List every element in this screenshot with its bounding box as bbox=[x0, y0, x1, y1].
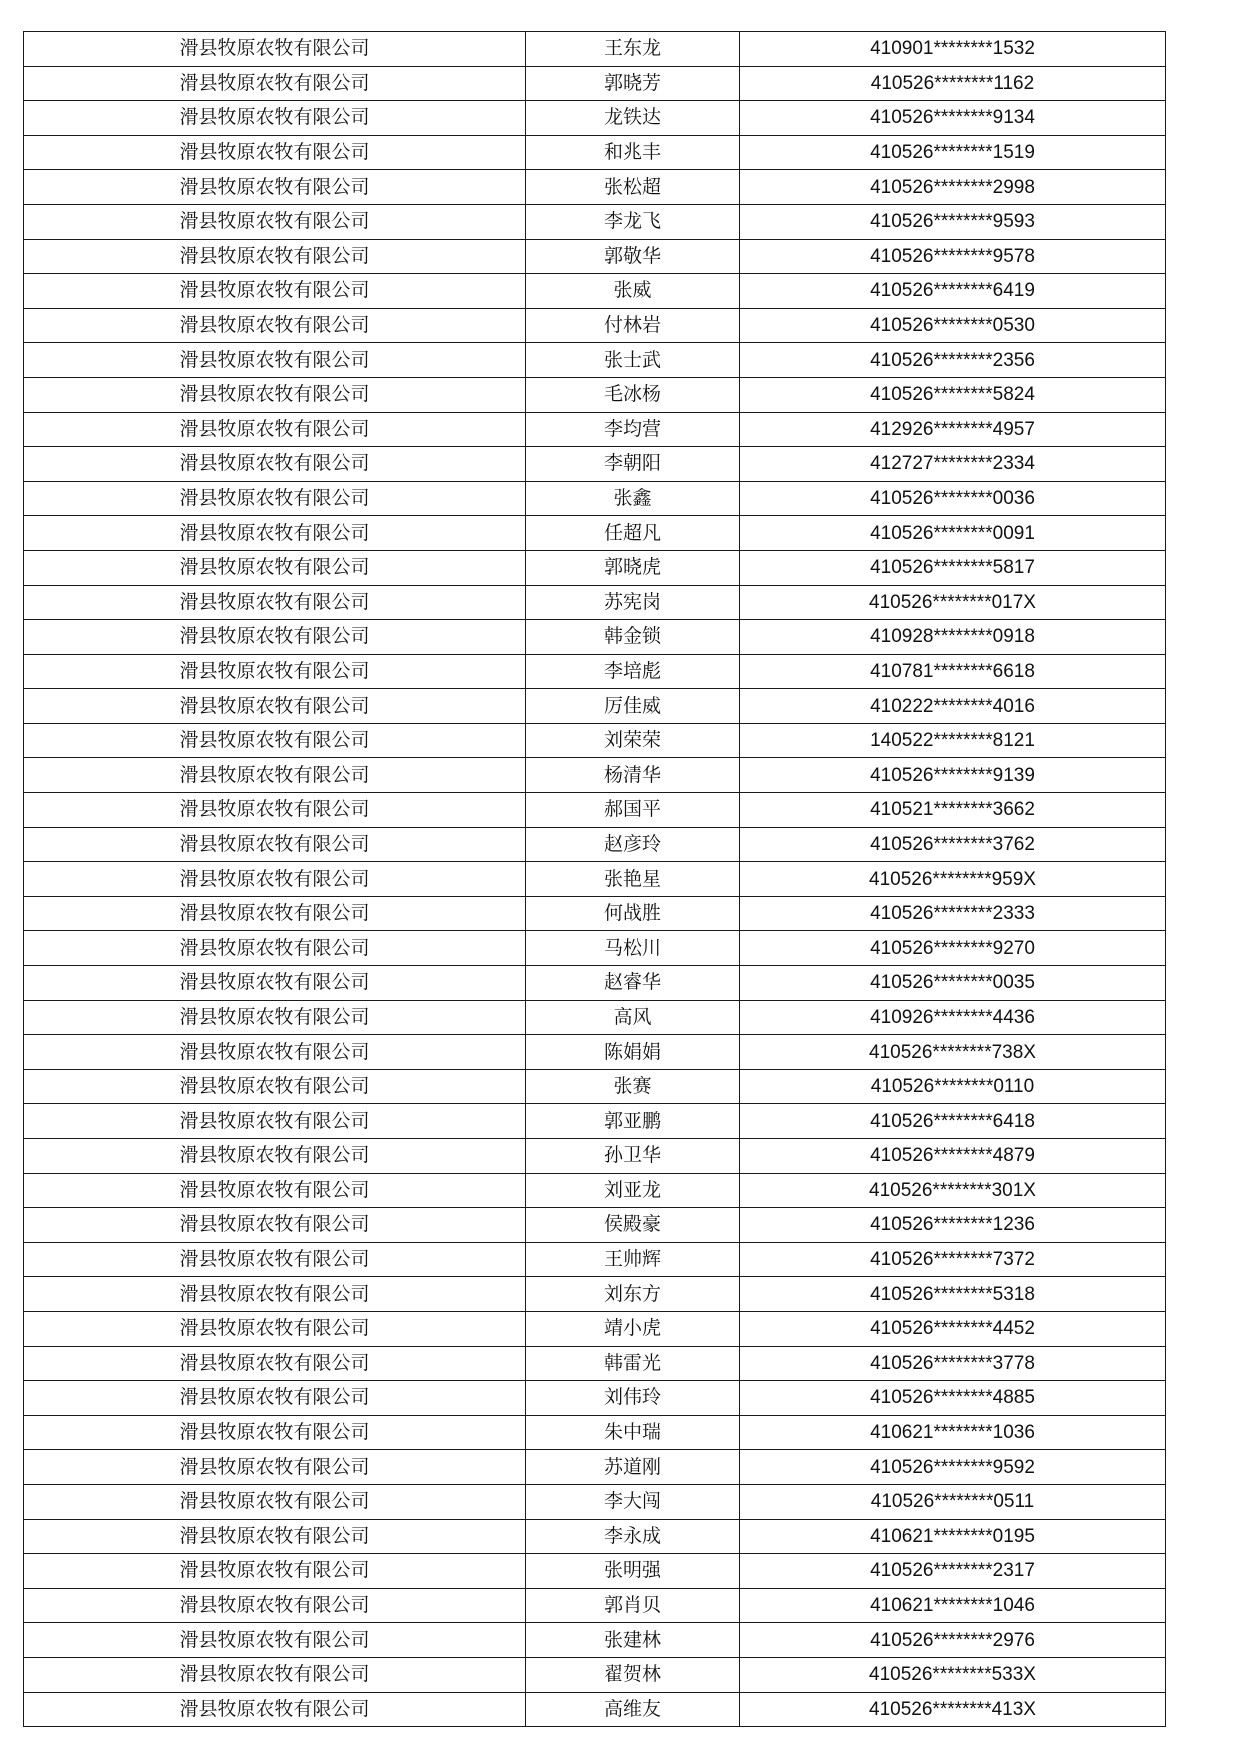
person-name-cell: 张明强 bbox=[526, 1554, 740, 1589]
table-row bbox=[24, 170, 1166, 205]
id-number-cell: 410526********1162 bbox=[740, 66, 1166, 101]
company-cell: 滑县牧原农牧有限公司 bbox=[24, 1208, 526, 1243]
id-number-cell: 410526********9270 bbox=[740, 931, 1166, 966]
id-number-cell: 410526********1519 bbox=[740, 135, 1166, 170]
table-row bbox=[24, 101, 1166, 136]
company-cell: 滑县牧原农牧有限公司 bbox=[24, 723, 526, 758]
person-name-cell: 王帅辉 bbox=[526, 1242, 740, 1277]
id-number-cell: 410526********5824 bbox=[740, 377, 1166, 412]
person-name-cell: 郭晓虎 bbox=[526, 550, 740, 585]
table-row bbox=[24, 1139, 1166, 1174]
table-row bbox=[24, 1208, 1166, 1243]
person-name-cell: 张建林 bbox=[526, 1623, 740, 1658]
company-cell: 滑县牧原农牧有限公司 bbox=[24, 862, 526, 897]
id-number-cell: 410521********3662 bbox=[740, 793, 1166, 828]
id-number-cell: 410526********9593 bbox=[740, 204, 1166, 239]
company-cell: 滑县牧原农牧有限公司 bbox=[24, 1242, 526, 1277]
company-cell: 滑县牧原农牧有限公司 bbox=[24, 1277, 526, 1312]
person-name-cell: 张士武 bbox=[526, 343, 740, 378]
table-row bbox=[24, 1415, 1166, 1450]
table-row bbox=[24, 412, 1166, 447]
id-number-cell: 410526********2998 bbox=[740, 170, 1166, 205]
table-row bbox=[24, 447, 1166, 482]
id-number-cell: 410526********0530 bbox=[740, 308, 1166, 343]
id-number-cell: 410526********0110 bbox=[740, 1069, 1166, 1104]
company-cell: 滑县牧原农牧有限公司 bbox=[24, 66, 526, 101]
id-number-cell: 410526********5817 bbox=[740, 550, 1166, 585]
company-cell: 滑县牧原农牧有限公司 bbox=[24, 827, 526, 862]
person-name-cell: 朱中瑞 bbox=[526, 1415, 740, 1450]
table-row bbox=[24, 204, 1166, 239]
person-name-cell: 郝国平 bbox=[526, 793, 740, 828]
company-cell: 滑县牧原农牧有限公司 bbox=[24, 1381, 526, 1416]
id-number-cell: 410526********5318 bbox=[740, 1277, 1166, 1312]
table-row bbox=[24, 1692, 1166, 1727]
id-number-cell: 410526********017X bbox=[740, 585, 1166, 620]
company-cell: 滑县牧原农牧有限公司 bbox=[24, 1415, 526, 1450]
person-name-cell: 李大闯 bbox=[526, 1484, 740, 1519]
id-number-cell: 410926********4436 bbox=[740, 1000, 1166, 1035]
company-cell: 滑县牧原农牧有限公司 bbox=[24, 32, 526, 67]
id-number-cell: 410526********7372 bbox=[740, 1242, 1166, 1277]
table-row bbox=[24, 1242, 1166, 1277]
id-number-cell: 410526********0511 bbox=[740, 1484, 1166, 1519]
person-name-cell: 李培彪 bbox=[526, 654, 740, 689]
company-cell: 滑县牧原农牧有限公司 bbox=[24, 1173, 526, 1208]
person-name-cell: 郭敬华 bbox=[526, 239, 740, 274]
table-row bbox=[24, 1381, 1166, 1416]
table-row bbox=[24, 966, 1166, 1001]
table-row bbox=[24, 758, 1166, 793]
id-number-cell: 410526********3762 bbox=[740, 827, 1166, 862]
id-number-cell: 410526********6418 bbox=[740, 1104, 1166, 1139]
id-number-cell: 412727********2334 bbox=[740, 447, 1166, 482]
person-name-cell: 韩雷光 bbox=[526, 1346, 740, 1381]
table-row bbox=[24, 793, 1166, 828]
company-cell: 滑县牧原农牧有限公司 bbox=[24, 1623, 526, 1658]
company-cell: 滑县牧原农牧有限公司 bbox=[24, 1035, 526, 1070]
company-cell: 滑县牧原农牧有限公司 bbox=[24, 1139, 526, 1174]
company-cell: 滑县牧原农牧有限公司 bbox=[24, 308, 526, 343]
person-name-cell: 付林岩 bbox=[526, 308, 740, 343]
person-name-cell: 张鑫 bbox=[526, 481, 740, 516]
person-name-cell: 翟贺林 bbox=[526, 1657, 740, 1692]
person-name-cell: 李龙飞 bbox=[526, 204, 740, 239]
table-row bbox=[24, 1035, 1166, 1070]
id-number-cell: 410781********6618 bbox=[740, 654, 1166, 689]
person-name-cell: 刘亚龙 bbox=[526, 1173, 740, 1208]
id-number-cell: 410526********9139 bbox=[740, 758, 1166, 793]
id-number-cell: 410526********301X bbox=[740, 1173, 1166, 1208]
table-row bbox=[24, 1623, 1166, 1658]
table-row bbox=[24, 135, 1166, 170]
person-name-cell: 王东龙 bbox=[526, 32, 740, 67]
person-name-cell: 苏宪岗 bbox=[526, 585, 740, 620]
company-cell: 滑县牧原农牧有限公司 bbox=[24, 550, 526, 585]
table-row bbox=[24, 931, 1166, 966]
company-cell: 滑县牧原农牧有限公司 bbox=[24, 1657, 526, 1692]
person-name-cell: 何战胜 bbox=[526, 896, 740, 931]
company-cell: 滑县牧原农牧有限公司 bbox=[24, 1554, 526, 1589]
roster-table bbox=[23, 31, 1166, 1727]
table-row bbox=[24, 377, 1166, 412]
person-name-cell: 侯殿豪 bbox=[526, 1208, 740, 1243]
person-name-cell: 刘东方 bbox=[526, 1277, 740, 1312]
person-name-cell: 张松超 bbox=[526, 170, 740, 205]
table-row bbox=[24, 1069, 1166, 1104]
table-row bbox=[24, 516, 1166, 551]
id-number-cell: 410526********959X bbox=[740, 862, 1166, 897]
company-cell: 滑县牧原农牧有限公司 bbox=[24, 377, 526, 412]
company-cell: 滑县牧原农牧有限公司 bbox=[24, 1104, 526, 1139]
table-row bbox=[24, 1450, 1166, 1485]
person-name-cell: 张赛 bbox=[526, 1069, 740, 1104]
company-cell: 滑县牧原农牧有限公司 bbox=[24, 966, 526, 1001]
table-row bbox=[24, 1657, 1166, 1692]
id-number-cell: 140522********8121 bbox=[740, 723, 1166, 758]
id-number-cell: 410901********1532 bbox=[740, 32, 1166, 67]
id-number-cell: 410526********2356 bbox=[740, 343, 1166, 378]
id-number-cell: 410526********9578 bbox=[740, 239, 1166, 274]
person-name-cell: 毛冰杨 bbox=[526, 377, 740, 412]
table-row bbox=[24, 1346, 1166, 1381]
person-name-cell: 苏道刚 bbox=[526, 1450, 740, 1485]
id-number-cell: 410526********9134 bbox=[740, 101, 1166, 136]
table-row bbox=[24, 274, 1166, 309]
person-name-cell: 厉佳威 bbox=[526, 689, 740, 724]
id-number-cell: 410526********3778 bbox=[740, 1346, 1166, 1381]
id-number-cell: 410526********4879 bbox=[740, 1139, 1166, 1174]
company-cell: 滑县牧原农牧有限公司 bbox=[24, 654, 526, 689]
table-row bbox=[24, 308, 1166, 343]
person-name-cell: 和兆丰 bbox=[526, 135, 740, 170]
company-cell: 滑县牧原农牧有限公司 bbox=[24, 931, 526, 966]
id-number-cell: 410526********0035 bbox=[740, 966, 1166, 1001]
person-name-cell: 李朝阳 bbox=[526, 447, 740, 482]
id-number-cell: 410526********533X bbox=[740, 1657, 1166, 1692]
person-name-cell: 郭亚鹏 bbox=[526, 1104, 740, 1139]
table-row bbox=[24, 1311, 1166, 1346]
table-row bbox=[24, 1277, 1166, 1312]
company-cell: 滑县牧原农牧有限公司 bbox=[24, 1000, 526, 1035]
id-number-cell: 410621********1036 bbox=[740, 1415, 1166, 1450]
company-cell: 滑县牧原农牧有限公司 bbox=[24, 170, 526, 205]
person-name-cell: 张艳星 bbox=[526, 862, 740, 897]
roster-table-body bbox=[24, 32, 1166, 1727]
table-row bbox=[24, 239, 1166, 274]
company-cell: 滑县牧原农牧有限公司 bbox=[24, 793, 526, 828]
company-cell: 滑县牧原农牧有限公司 bbox=[24, 1346, 526, 1381]
id-number-cell: 410526********2317 bbox=[740, 1554, 1166, 1589]
company-cell: 滑县牧原农牧有限公司 bbox=[24, 239, 526, 274]
id-number-cell: 410621********0195 bbox=[740, 1519, 1166, 1554]
person-name-cell: 郭肖贝 bbox=[526, 1588, 740, 1623]
id-number-cell: 410621********1046 bbox=[740, 1588, 1166, 1623]
person-name-cell: 陈娟娟 bbox=[526, 1035, 740, 1070]
company-cell: 滑县牧原农牧有限公司 bbox=[24, 896, 526, 931]
company-cell: 滑县牧原农牧有限公司 bbox=[24, 135, 526, 170]
person-name-cell: 杨清华 bbox=[526, 758, 740, 793]
company-cell: 滑县牧原农牧有限公司 bbox=[24, 1519, 526, 1554]
table-row bbox=[24, 723, 1166, 758]
company-cell: 滑县牧原农牧有限公司 bbox=[24, 481, 526, 516]
id-number-cell: 410526********4885 bbox=[740, 1381, 1166, 1416]
company-cell: 滑县牧原农牧有限公司 bbox=[24, 204, 526, 239]
company-cell: 滑县牧原农牧有限公司 bbox=[24, 1484, 526, 1519]
id-number-cell: 410526********0091 bbox=[740, 516, 1166, 551]
person-name-cell: 孙卫华 bbox=[526, 1139, 740, 1174]
table-row bbox=[24, 481, 1166, 516]
id-number-cell: 410526********2976 bbox=[740, 1623, 1166, 1658]
table-row bbox=[24, 1484, 1166, 1519]
table-row bbox=[24, 1104, 1166, 1139]
person-name-cell: 任超凡 bbox=[526, 516, 740, 551]
company-cell: 滑县牧原农牧有限公司 bbox=[24, 758, 526, 793]
id-number-cell: 410526********413X bbox=[740, 1692, 1166, 1727]
table-row bbox=[24, 620, 1166, 655]
company-cell: 滑县牧原农牧有限公司 bbox=[24, 101, 526, 136]
person-name-cell: 刘伟玲 bbox=[526, 1381, 740, 1416]
table-row bbox=[24, 862, 1166, 897]
table-row bbox=[24, 66, 1166, 101]
person-name-cell: 高风 bbox=[526, 1000, 740, 1035]
id-number-cell: 410526********0036 bbox=[740, 481, 1166, 516]
table-row bbox=[24, 654, 1166, 689]
company-cell: 滑县牧原农牧有限公司 bbox=[24, 343, 526, 378]
id-number-cell: 410526********9592 bbox=[740, 1450, 1166, 1485]
table-row bbox=[24, 1588, 1166, 1623]
person-name-cell: 韩金锁 bbox=[526, 620, 740, 655]
person-name-cell: 赵睿华 bbox=[526, 966, 740, 1001]
table-row bbox=[24, 1173, 1166, 1208]
id-number-cell: 410222********4016 bbox=[740, 689, 1166, 724]
id-number-cell: 410526********2333 bbox=[740, 896, 1166, 931]
id-number-cell: 410928********0918 bbox=[740, 620, 1166, 655]
company-cell: 滑县牧原农牧有限公司 bbox=[24, 274, 526, 309]
table-row bbox=[24, 827, 1166, 862]
company-cell: 滑县牧原农牧有限公司 bbox=[24, 1692, 526, 1727]
person-name-cell: 刘荣荣 bbox=[526, 723, 740, 758]
company-cell: 滑县牧原农牧有限公司 bbox=[24, 1588, 526, 1623]
id-number-cell: 410526********1236 bbox=[740, 1208, 1166, 1243]
table-row bbox=[24, 343, 1166, 378]
person-name-cell: 李永成 bbox=[526, 1519, 740, 1554]
table-row bbox=[24, 1554, 1166, 1589]
person-name-cell: 马松川 bbox=[526, 931, 740, 966]
company-cell: 滑县牧原农牧有限公司 bbox=[24, 447, 526, 482]
table-row bbox=[24, 550, 1166, 585]
person-name-cell: 高维友 bbox=[526, 1692, 740, 1727]
table-row bbox=[24, 585, 1166, 620]
company-cell: 滑县牧原农牧有限公司 bbox=[24, 516, 526, 551]
company-cell: 滑县牧原农牧有限公司 bbox=[24, 585, 526, 620]
company-cell: 滑县牧原农牧有限公司 bbox=[24, 412, 526, 447]
table-row bbox=[24, 1000, 1166, 1035]
person-name-cell: 张威 bbox=[526, 274, 740, 309]
company-cell: 滑县牧原农牧有限公司 bbox=[24, 1450, 526, 1485]
id-number-cell: 410526********4452 bbox=[740, 1311, 1166, 1346]
person-name-cell: 赵彦玲 bbox=[526, 827, 740, 862]
company-cell: 滑县牧原农牧有限公司 bbox=[24, 1069, 526, 1104]
person-name-cell: 郭晓芳 bbox=[526, 66, 740, 101]
person-name-cell: 靖小虎 bbox=[526, 1311, 740, 1346]
company-cell: 滑县牧原农牧有限公司 bbox=[24, 689, 526, 724]
company-cell: 滑县牧原农牧有限公司 bbox=[24, 620, 526, 655]
person-name-cell: 李均营 bbox=[526, 412, 740, 447]
table-row bbox=[24, 1519, 1166, 1554]
id-number-cell: 410526********738X bbox=[740, 1035, 1166, 1070]
person-name-cell: 龙铁达 bbox=[526, 101, 740, 136]
table-row bbox=[24, 689, 1166, 724]
id-number-cell: 410526********6419 bbox=[740, 274, 1166, 309]
company-cell: 滑县牧原农牧有限公司 bbox=[24, 1311, 526, 1346]
id-number-cell: 412926********4957 bbox=[740, 412, 1166, 447]
table-row bbox=[24, 32, 1166, 67]
table-row bbox=[24, 896, 1166, 931]
